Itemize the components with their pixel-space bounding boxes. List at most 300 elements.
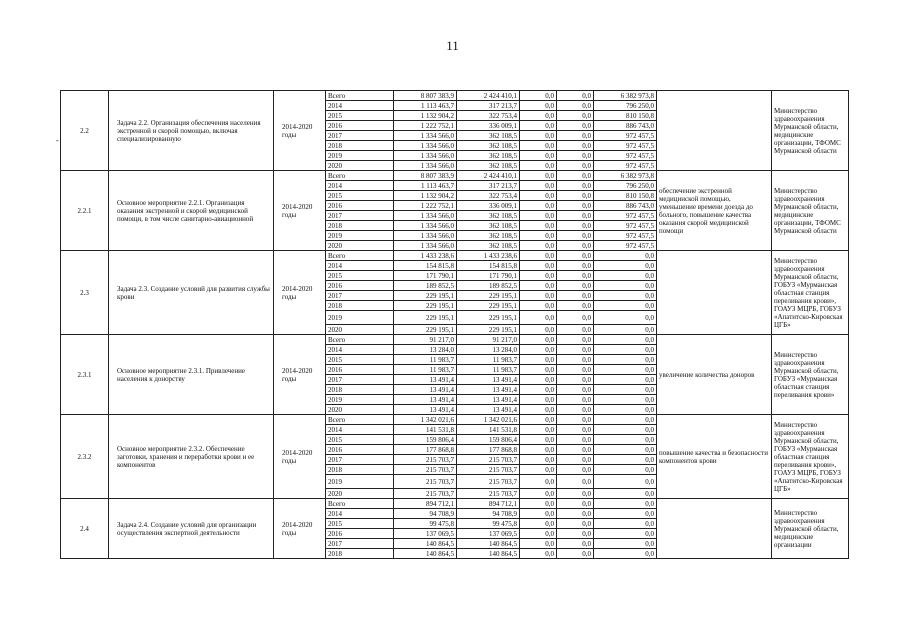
federal-cell: 0,0 <box>520 101 557 111</box>
margin-mark: - <box>56 136 59 145</box>
offbudget-cell: 0,0 <box>594 251 657 261</box>
federal-cell: 0,0 <box>520 181 557 191</box>
item-code: 2.4 <box>61 499 109 559</box>
item-code: 2.2 <box>61 91 109 171</box>
federal-cell: 0,0 <box>520 91 557 101</box>
item-period: 2014-2020 годы <box>274 251 326 335</box>
regional-cell: 2 424 410,1 <box>457 171 520 181</box>
regional-cell: 11 983,7 <box>457 355 520 365</box>
federal-cell: 0,0 <box>520 529 557 539</box>
item-period: 2014-2020 годы <box>274 171 326 251</box>
offbudget-cell: 972 457,5 <box>594 211 657 221</box>
offbudget-cell: 886 743,0 <box>594 201 657 211</box>
federal-cell: 0,0 <box>520 475 557 489</box>
local-cell: 0,0 <box>557 251 594 261</box>
local-cell: 0,0 <box>557 405 594 415</box>
offbudget-cell: 0,0 <box>594 385 657 395</box>
federal-cell: 0,0 <box>520 385 557 395</box>
item-name: Задача 2.4. Создание условий для организации осуществления экспертной деятельности <box>109 499 274 559</box>
offbudget-cell: 6 382 973,8 <box>594 91 657 101</box>
federal-cell: 0,0 <box>520 311 557 325</box>
regional-cell: 1 433 238,6 <box>457 251 520 261</box>
local-cell: 0,0 <box>557 489 594 499</box>
local-cell: 0,0 <box>557 91 594 101</box>
offbudget-cell: 972 457,5 <box>594 241 657 251</box>
regional-cell: 362 108,5 <box>457 141 520 151</box>
year-cell: 2020 <box>326 489 394 499</box>
year-cell: 2015 <box>326 435 394 445</box>
year-cell: 2015 <box>326 111 394 121</box>
item-executor: Министерство здравоохранения Мурманской области, медицинские организации <box>772 499 849 559</box>
local-cell: 0,0 <box>557 161 594 171</box>
regional-cell: 177 868,8 <box>457 445 520 455</box>
regional-cell: 229 195,1 <box>457 301 520 311</box>
regional-cell: 215 703,7 <box>457 455 520 465</box>
offbudget-cell: 0,0 <box>594 425 657 435</box>
item-period: 2014-2020 годы <box>274 335 326 415</box>
year-cell: 2017 <box>326 455 394 465</box>
local-cell: 0,0 <box>557 131 594 141</box>
year-cell: 2017 <box>326 375 394 385</box>
offbudget-cell: 972 457,5 <box>594 141 657 151</box>
total-cell: 171 790,1 <box>394 271 457 281</box>
local-cell: 0,0 <box>557 121 594 131</box>
year-cell: 2017 <box>326 211 394 221</box>
total-cell: 13 491,4 <box>394 385 457 395</box>
local-cell: 0,0 <box>557 241 594 251</box>
federal-cell: 0,0 <box>520 325 557 335</box>
federal-cell: 0,0 <box>520 241 557 251</box>
year-cell: Всего <box>326 171 394 181</box>
offbudget-cell: 0,0 <box>594 465 657 475</box>
total-cell: 154 815,8 <box>394 261 457 271</box>
year-cell: 2019 <box>326 151 394 161</box>
total-cell: 1 113 463,7 <box>394 181 457 191</box>
item-executor: Министерство здравоохранения Мурманской области, ГОБУЗ «Мурманская областная станция переливания крови», ГОАУЗ МЦРБ, ГОБУЗ «Апатитско-Кировская ЦГБ» <box>772 251 849 335</box>
table-row <box>61 171 849 181</box>
total-cell: 99 475,8 <box>394 519 457 529</box>
offbudget-cell: 0,0 <box>594 499 657 509</box>
regional-cell: 11 983,7 <box>457 365 520 375</box>
federal-cell: 0,0 <box>520 489 557 499</box>
offbudget-cell: 0,0 <box>594 475 657 489</box>
regional-cell: 13 491,4 <box>457 385 520 395</box>
offbudget-cell: 972 457,5 <box>594 151 657 161</box>
federal-cell: 0,0 <box>520 291 557 301</box>
federal-cell: 0,0 <box>520 345 557 355</box>
local-cell: 0,0 <box>557 529 594 539</box>
offbudget-cell: 886 743,0 <box>594 121 657 131</box>
item-executor: Министерство здравоохранения Мурманской области, медицинские организации, ТФОМС Мурманской области <box>772 171 849 251</box>
federal-cell: 0,0 <box>520 161 557 171</box>
item-code: 2.3.1 <box>61 335 109 415</box>
table-row <box>61 335 849 345</box>
table-row <box>61 251 849 261</box>
regional-cell: 362 108,5 <box>457 221 520 231</box>
year-cell: 2014 <box>326 181 394 191</box>
offbudget-cell: 0,0 <box>594 271 657 281</box>
local-cell: 0,0 <box>557 111 594 121</box>
item-result <box>657 91 772 171</box>
year-cell: 2018 <box>326 549 394 559</box>
item-name: Основное мероприятие 2.2.1. Организация оказания экстренной и скорой медицинской помощи, в том числе санитарно-авиационной <box>109 171 274 251</box>
item-code: 2.3 <box>61 251 109 335</box>
federal-cell: 0,0 <box>520 271 557 281</box>
table-row <box>61 415 849 425</box>
federal-cell: 0,0 <box>520 111 557 121</box>
offbudget-cell: 0,0 <box>594 291 657 301</box>
total-cell: 141 531,8 <box>394 425 457 435</box>
offbudget-cell: 0,0 <box>594 509 657 519</box>
offbudget-cell: 0,0 <box>594 301 657 311</box>
year-cell: Всего <box>326 91 394 101</box>
local-cell: 0,0 <box>557 355 594 365</box>
item-code: 2.3.2 <box>61 415 109 499</box>
total-cell: 13 491,4 <box>394 395 457 405</box>
offbudget-cell: 0,0 <box>594 261 657 271</box>
item-result <box>657 499 772 559</box>
local-cell: 0,0 <box>557 301 594 311</box>
regional-cell: 2 424 410,1 <box>457 91 520 101</box>
year-cell: Всего <box>326 415 394 425</box>
year-cell: 2019 <box>326 475 394 489</box>
year-cell: 2014 <box>326 261 394 271</box>
federal-cell: 0,0 <box>520 445 557 455</box>
local-cell: 0,0 <box>557 141 594 151</box>
regional-cell: 141 531,8 <box>457 425 520 435</box>
total-cell: 215 703,7 <box>394 465 457 475</box>
regional-cell: 362 108,5 <box>457 241 520 251</box>
regional-cell: 317 213,7 <box>457 181 520 191</box>
page-number: 11 <box>446 38 459 53</box>
regional-cell: 99 475,8 <box>457 519 520 529</box>
item-period: 2014-2020 годы <box>274 415 326 499</box>
total-cell: 1 334 566,0 <box>394 161 457 171</box>
offbudget-cell: 0,0 <box>594 345 657 355</box>
offbudget-cell: 972 457,5 <box>594 131 657 141</box>
total-cell: 1 222 752,1 <box>394 201 457 211</box>
regional-cell: 94 708,9 <box>457 509 520 519</box>
total-cell: 177 868,8 <box>394 445 457 455</box>
regional-cell: 13 491,4 <box>457 375 520 385</box>
year-cell: 2014 <box>326 101 394 111</box>
offbudget-cell: 810 150,8 <box>594 191 657 201</box>
year-cell: 2020 <box>326 161 394 171</box>
local-cell: 0,0 <box>557 415 594 425</box>
regional-cell: 362 108,5 <box>457 161 520 171</box>
year-cell: 2014 <box>326 345 394 355</box>
total-cell: 229 195,1 <box>394 301 457 311</box>
total-cell: 13 284,0 <box>394 345 457 355</box>
year-cell: 2016 <box>326 281 394 291</box>
offbudget-cell: 0,0 <box>594 311 657 325</box>
offbudget-cell: 0,0 <box>594 325 657 335</box>
local-cell: 0,0 <box>557 261 594 271</box>
local-cell: 0,0 <box>557 395 594 405</box>
local-cell: 0,0 <box>557 519 594 529</box>
local-cell: 0,0 <box>557 435 594 445</box>
total-cell: 159 806,4 <box>394 435 457 445</box>
offbudget-cell: 0,0 <box>594 281 657 291</box>
regional-cell: 336 009,1 <box>457 121 520 131</box>
local-cell: 0,0 <box>557 549 594 559</box>
regional-cell: 317 213,7 <box>457 101 520 111</box>
local-cell: 0,0 <box>557 311 594 325</box>
total-cell: 1 334 566,0 <box>394 141 457 151</box>
item-name: Основное мероприятие 2.3.1. Привлечение населения к донорству <box>109 335 274 415</box>
offbudget-cell: 0,0 <box>594 375 657 385</box>
item-code: 2.2.1 <box>61 171 109 251</box>
regional-cell: 13 491,4 <box>457 405 520 415</box>
budget-table <box>60 90 849 559</box>
local-cell: 0,0 <box>557 465 594 475</box>
federal-cell: 0,0 <box>520 465 557 475</box>
offbudget-cell: 0,0 <box>594 455 657 465</box>
year-cell: 2017 <box>326 131 394 141</box>
federal-cell: 0,0 <box>520 281 557 291</box>
regional-cell: 362 108,5 <box>457 231 520 241</box>
item-name: Задача 2.3. Создание условий для развития службы крови <box>109 251 274 335</box>
local-cell: 0,0 <box>557 345 594 355</box>
local-cell: 0,0 <box>557 385 594 395</box>
total-cell: 1 132 904,2 <box>394 191 457 201</box>
federal-cell: 0,0 <box>520 201 557 211</box>
total-cell: 189 852,5 <box>394 281 457 291</box>
local-cell: 0,0 <box>557 101 594 111</box>
offbudget-cell: 6 382 973,8 <box>594 171 657 181</box>
regional-cell: 894 712,1 <box>457 499 520 509</box>
local-cell: 0,0 <box>557 539 594 549</box>
federal-cell: 0,0 <box>520 355 557 365</box>
total-cell: 13 491,4 <box>394 375 457 385</box>
federal-cell: 0,0 <box>520 131 557 141</box>
local-cell: 0,0 <box>557 231 594 241</box>
local-cell: 0,0 <box>557 335 594 345</box>
regional-cell: 229 195,1 <box>457 311 520 325</box>
year-cell: 2017 <box>326 539 394 549</box>
regional-cell: 13 284,0 <box>457 345 520 355</box>
federal-cell: 0,0 <box>520 261 557 271</box>
local-cell: 0,0 <box>557 221 594 231</box>
year-cell: 2016 <box>326 445 394 455</box>
offbudget-cell: 0,0 <box>594 335 657 345</box>
regional-cell: 140 864,5 <box>457 539 520 549</box>
federal-cell: 0,0 <box>520 365 557 375</box>
item-result: обеспечение экстренной медицинской помощью, уменьшение времени доезда до больного, повышение качества оказания скорой медицинской помощи <box>657 171 772 251</box>
item-period: 2014-2020 годы <box>274 499 326 559</box>
local-cell: 0,0 <box>557 201 594 211</box>
federal-cell: 0,0 <box>520 335 557 345</box>
offbudget-cell: 0,0 <box>594 365 657 375</box>
federal-cell: 0,0 <box>520 191 557 201</box>
regional-cell: 91 217,0 <box>457 335 520 345</box>
year-cell: 2018 <box>326 465 394 475</box>
total-cell: 229 195,1 <box>394 291 457 301</box>
federal-cell: 0,0 <box>520 425 557 435</box>
regional-cell: 322 753,4 <box>457 191 520 201</box>
year-cell: 2015 <box>326 355 394 365</box>
total-cell: 894 712,1 <box>394 499 457 509</box>
year-cell: 2019 <box>326 395 394 405</box>
federal-cell: 0,0 <box>520 301 557 311</box>
total-cell: 8 807 383,9 <box>394 171 457 181</box>
total-cell: 8 807 383,9 <box>394 91 457 101</box>
offbudget-cell: 0,0 <box>594 539 657 549</box>
total-cell: 137 069,5 <box>394 529 457 539</box>
offbudget-cell: 796 250,0 <box>594 181 657 191</box>
regional-cell: 322 753,4 <box>457 111 520 121</box>
federal-cell: 0,0 <box>520 539 557 549</box>
local-cell: 0,0 <box>557 171 594 181</box>
offbudget-cell: 972 457,5 <box>594 221 657 231</box>
total-cell: 11 983,7 <box>394 355 457 365</box>
total-cell: 215 703,7 <box>394 475 457 489</box>
item-result: увеличение количества доноров <box>657 335 772 415</box>
year-cell: 2015 <box>326 271 394 281</box>
regional-cell: 336 009,1 <box>457 201 520 211</box>
total-cell: 1 222 752,1 <box>394 121 457 131</box>
year-cell: 2020 <box>326 325 394 335</box>
local-cell: 0,0 <box>557 425 594 435</box>
table-row <box>61 499 849 509</box>
year-cell: 2016 <box>326 121 394 131</box>
federal-cell: 0,0 <box>520 221 557 231</box>
year-cell: 2020 <box>326 405 394 415</box>
regional-cell: 189 852,5 <box>457 281 520 291</box>
total-cell: 140 864,5 <box>394 549 457 559</box>
local-cell: 0,0 <box>557 509 594 519</box>
regional-cell: 1 342 021,6 <box>457 415 520 425</box>
local-cell: 0,0 <box>557 455 594 465</box>
offbudget-cell: 0,0 <box>594 435 657 445</box>
year-cell: Всего <box>326 499 394 509</box>
item-executor: Министерство здравоохранения Мурманской области, ГОБУЗ «Мурманская областная станция переливания крови», ГОАУЗ МЦРБ, ГОБУЗ «Апатитско-Кировская ЦГБ» <box>772 415 849 499</box>
offbudget-cell: 0,0 <box>594 405 657 415</box>
local-cell: 0,0 <box>557 191 594 201</box>
offbudget-cell: 0,0 <box>594 395 657 405</box>
total-cell: 91 217,0 <box>394 335 457 345</box>
year-cell: 2018 <box>326 301 394 311</box>
total-cell: 1 342 021,6 <box>394 415 457 425</box>
year-cell: Всего <box>326 335 394 345</box>
regional-cell: 362 108,5 <box>457 211 520 221</box>
federal-cell: 0,0 <box>520 375 557 385</box>
year-cell: 2016 <box>326 365 394 375</box>
offbudget-cell: 796 250,0 <box>594 101 657 111</box>
total-cell: 140 864,5 <box>394 539 457 549</box>
total-cell: 1 334 566,0 <box>394 131 457 141</box>
federal-cell: 0,0 <box>520 455 557 465</box>
regional-cell: 154 815,8 <box>457 261 520 271</box>
total-cell: 1 113 463,7 <box>394 101 457 111</box>
year-cell: 2016 <box>326 201 394 211</box>
regional-cell: 171 790,1 <box>457 271 520 281</box>
regional-cell: 140 864,5 <box>457 549 520 559</box>
offbudget-cell: 810 150,8 <box>594 111 657 121</box>
item-period: 2014-2020 годы <box>274 91 326 171</box>
year-cell: 2015 <box>326 519 394 529</box>
federal-cell: 0,0 <box>520 395 557 405</box>
item-name: Задача 2.2. Организация обеспечения населения экстренной и скорой помощью, включая специализированную <box>109 91 274 171</box>
federal-cell: 0,0 <box>520 519 557 529</box>
year-cell: 2017 <box>326 291 394 301</box>
offbudget-cell: 972 457,5 <box>594 161 657 171</box>
regional-cell: 229 195,1 <box>457 325 520 335</box>
total-cell: 13 491,4 <box>394 405 457 415</box>
regional-cell: 215 703,7 <box>457 475 520 489</box>
local-cell: 0,0 <box>557 211 594 221</box>
federal-cell: 0,0 <box>520 251 557 261</box>
regional-cell: 362 108,5 <box>457 151 520 161</box>
federal-cell: 0,0 <box>520 549 557 559</box>
total-cell: 1 132 904,2 <box>394 111 457 121</box>
item-executor: Министерство здравоохранения Мурманской области, ГОБУЗ «Мурманская областная станция переливания крови» <box>772 335 849 415</box>
local-cell: 0,0 <box>557 181 594 191</box>
year-cell: 2020 <box>326 241 394 251</box>
total-cell: 1 334 566,0 <box>394 151 457 161</box>
table-row <box>61 91 849 101</box>
total-cell: 215 703,7 <box>394 455 457 465</box>
offbudget-cell: 0,0 <box>594 529 657 539</box>
local-cell: 0,0 <box>557 271 594 281</box>
year-cell: Всего <box>326 251 394 261</box>
total-cell: 11 983,7 <box>394 365 457 375</box>
federal-cell: 0,0 <box>520 141 557 151</box>
local-cell: 0,0 <box>557 151 594 161</box>
local-cell: 0,0 <box>557 291 594 301</box>
federal-cell: 0,0 <box>520 509 557 519</box>
item-result <box>657 251 772 335</box>
federal-cell: 0,0 <box>520 231 557 241</box>
regional-cell: 159 806,4 <box>457 435 520 445</box>
federal-cell: 0,0 <box>520 415 557 425</box>
offbudget-cell: 0,0 <box>594 519 657 529</box>
regional-cell: 215 703,7 <box>457 489 520 499</box>
total-cell: 94 708,9 <box>394 509 457 519</box>
local-cell: 0,0 <box>557 375 594 385</box>
year-cell: 2018 <box>326 385 394 395</box>
item-executor: Министерство здравоохранения Мурманской области, медицинские организации, ТФОМС Мурманской области <box>772 91 849 171</box>
regional-cell: 13 491,4 <box>457 395 520 405</box>
federal-cell: 0,0 <box>520 121 557 131</box>
offbudget-cell: 0,0 <box>594 355 657 365</box>
total-cell: 1 334 566,0 <box>394 221 457 231</box>
regional-cell: 229 195,1 <box>457 291 520 301</box>
regional-cell: 362 108,5 <box>457 131 520 141</box>
local-cell: 0,0 <box>557 445 594 455</box>
local-cell: 0,0 <box>557 499 594 509</box>
total-cell: 1 334 566,0 <box>394 241 457 251</box>
year-cell: 2016 <box>326 529 394 539</box>
year-cell: 2019 <box>326 311 394 325</box>
year-cell: 2014 <box>326 509 394 519</box>
federal-cell: 0,0 <box>520 405 557 415</box>
local-cell: 0,0 <box>557 325 594 335</box>
federal-cell: 0,0 <box>520 499 557 509</box>
year-cell: 2018 <box>326 141 394 151</box>
year-cell: 2015 <box>326 191 394 201</box>
local-cell: 0,0 <box>557 475 594 489</box>
offbudget-cell: 0,0 <box>594 489 657 499</box>
local-cell: 0,0 <box>557 281 594 291</box>
total-cell: 229 195,1 <box>394 325 457 335</box>
offbudget-cell: 972 457,5 <box>594 231 657 241</box>
item-name: Основное мероприятие 2.3.2. Обеспечение заготовки, хранения и переработки крови и ее компонентов <box>109 415 274 499</box>
federal-cell: 0,0 <box>520 151 557 161</box>
federal-cell: 0,0 <box>520 435 557 445</box>
federal-cell: 0,0 <box>520 171 557 181</box>
total-cell: 215 703,7 <box>394 489 457 499</box>
